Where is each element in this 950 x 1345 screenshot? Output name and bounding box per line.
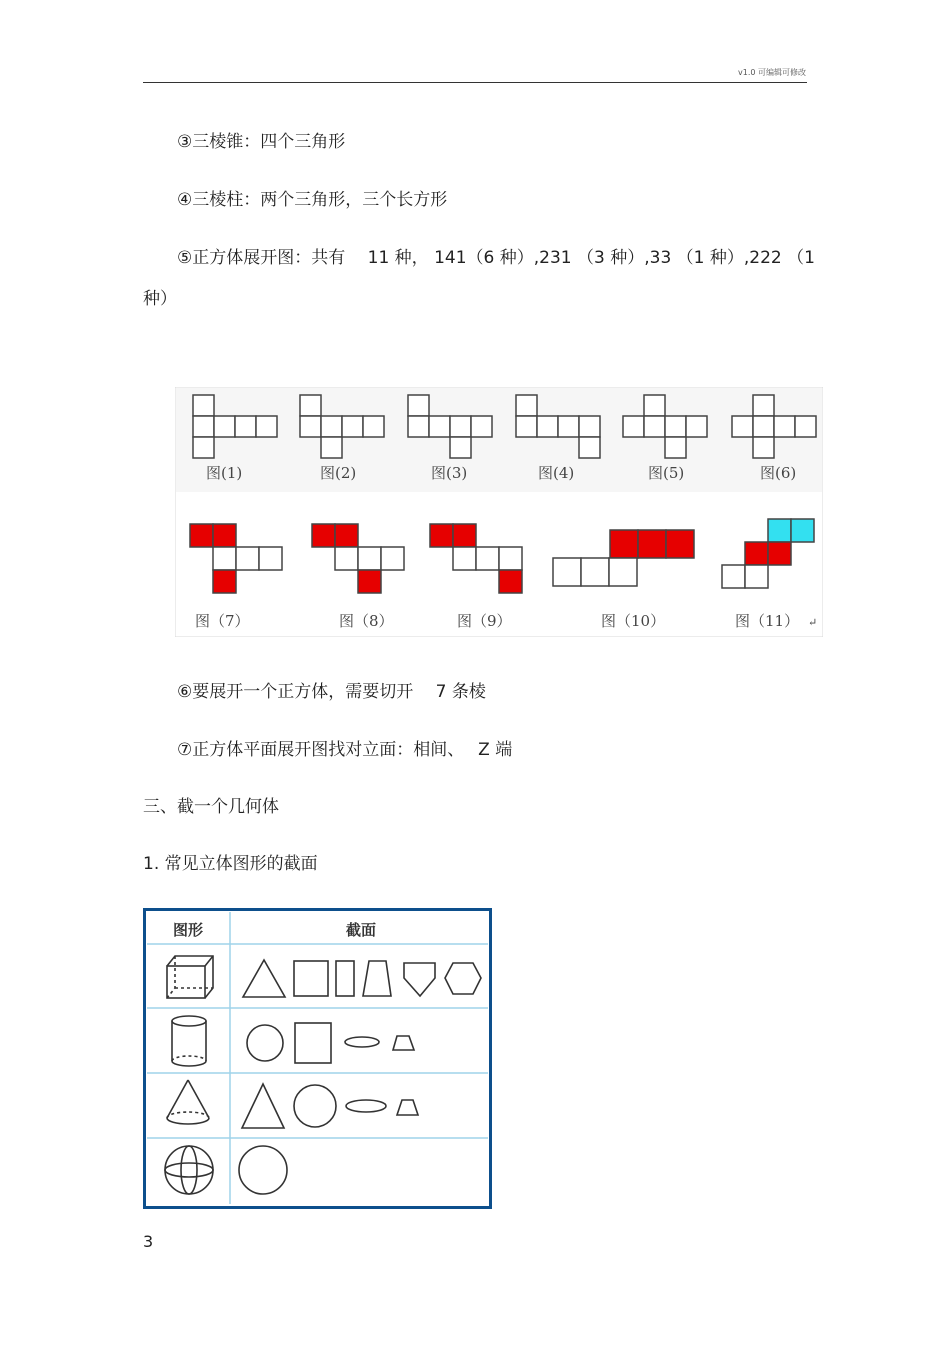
net-label-10: 图（10）: [601, 612, 666, 630]
net-label-6: 图(6): [760, 464, 797, 482]
net-label-2: 图(2): [320, 464, 357, 482]
cross-section-table: [143, 908, 492, 1209]
net-label-9: 图（9）: [457, 612, 512, 630]
return-mark: ↵: [808, 616, 818, 629]
header-shape: 图形: [173, 921, 204, 939]
net-label-11: 图（11）: [735, 612, 800, 630]
header-rule: [143, 82, 807, 83]
item-7: ⑦正方体平面展开图找对立面：相间、 Z 端: [177, 740, 513, 760]
item-4: ④三棱柱：两个三角形，三个长方形: [177, 190, 448, 210]
item-3: ③三棱锥：四个三角形: [177, 132, 346, 152]
item-5-line2: 种）: [143, 289, 177, 309]
net-label-7: 图（7）: [195, 612, 250, 630]
item-5-line1: ⑤正方体展开图：共有 11 种， 141（6 种）,231 （3 种）,33 （1 种）,222 （1: [177, 248, 815, 268]
section-3-title: 三、截一个几何体: [143, 797, 279, 817]
header-section: 截面: [346, 921, 377, 939]
section-3-subtitle: 1. 常见立体图形的截面: [143, 854, 318, 874]
cube-nets-figure: [175, 387, 823, 637]
net-label-4: 图(4): [538, 464, 575, 482]
header-version: v1.0 可编辑可修改: [738, 68, 806, 77]
net-label-1: 图(1): [206, 464, 243, 482]
item-6: ⑥要展开一个正方体，需要切开 7 条棱: [177, 682, 486, 702]
page-number: 3: [143, 1232, 154, 1251]
net-label-5: 图(5): [648, 464, 685, 482]
net-label-8: 图（8）: [339, 612, 394, 630]
net-label-3: 图(3): [431, 464, 468, 482]
